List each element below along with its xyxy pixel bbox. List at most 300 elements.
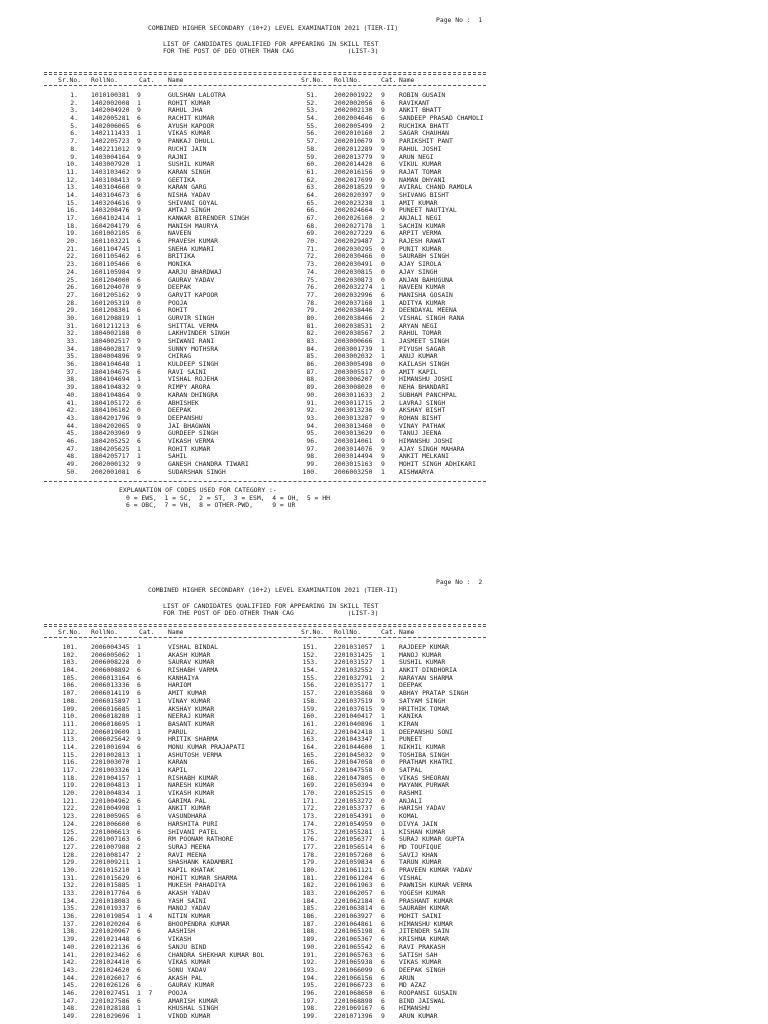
serial-number: 79. <box>306 306 318 315</box>
candidate-name: SUSHIL KUMAR <box>399 658 446 667</box>
candidate-name: MOHIT SAINI <box>399 912 442 921</box>
category-code: 6 <box>137 827 141 836</box>
category-code: 9 <box>137 283 141 292</box>
serial-number: 52. <box>306 98 318 107</box>
roll-number: 1403108413 <box>91 175 130 184</box>
legend-line-2: 6 = OBC, 7 = VH, 8 = OTHER-PWD, 9 = UR <box>126 501 296 509</box>
roll-number: 1804205717 <box>91 452 130 461</box>
candidate-name: AKSHAY KUMAR <box>168 704 215 713</box>
roll-number: 1402006065 <box>91 121 130 130</box>
category-code: 1 <box>137 98 141 107</box>
candidate-name: KOMAL <box>399 812 419 821</box>
candidate-name: ASHUTOSH VERMA <box>168 750 222 759</box>
category-code: 1 <box>137 313 141 322</box>
roll-number: 2201020967 <box>91 927 130 936</box>
roll-number: 2201042418 <box>334 727 373 736</box>
category-code: 6 <box>381 835 385 844</box>
category-code: 9 <box>381 183 385 192</box>
category-code: 1 <box>137 214 141 222</box>
serial-number: 142. <box>62 958 78 967</box>
serial-number: 85. <box>306 352 318 361</box>
candidate-name: CHIRAG <box>168 352 192 361</box>
category-code: 0 <box>381 758 385 767</box>
roll-number: 1804104832 <box>91 383 130 392</box>
category-code: 1 <box>381 658 385 667</box>
candidate-name: VISHAL SINGH RANA <box>399 313 465 322</box>
category-code: 1 <box>381 681 385 690</box>
roll-number: 2201052515 <box>334 789 373 798</box>
roll-number: 2002029487 <box>334 237 373 246</box>
roll-number: 2201003326 <box>91 766 130 774</box>
category-code: 9 <box>381 137 385 146</box>
serial-number: 21. <box>66 244 78 253</box>
roll-number: 1403204616 <box>91 198 130 207</box>
serial-number: 112. <box>62 727 78 736</box>
candidate-name: SONU YADAV <box>168 965 207 974</box>
serial-number: 72. <box>306 252 318 261</box>
candidate-name: KAPIL <box>168 766 188 774</box>
category-code: 0 <box>381 267 385 276</box>
serial-number: 187. <box>302 919 318 928</box>
category-code: 6 <box>137 121 141 130</box>
candidate-name: AMIT KUMAR <box>168 689 207 698</box>
category-code: 9 <box>381 1012 385 1020</box>
candidate-name: GANESH CHANDRA TIWARI <box>168 460 249 468</box>
candidate-name: KAILASH SINGH <box>399 360 450 369</box>
category-code: 9 <box>137 144 141 153</box>
category-code: 6 <box>381 160 385 169</box>
roll-number: 2201063814 <box>334 904 373 913</box>
candidate-name: DEEPAK <box>399 681 423 690</box>
category-code: 6 <box>137 896 141 905</box>
candidate-name: NARESH KUMAR <box>168 781 215 790</box>
serial-number: 16. <box>66 206 78 215</box>
divider <box>44 637 486 638</box>
candidate-name: SURAJ MEENA <box>168 842 211 851</box>
roll-number: 2201069167 <box>334 1004 373 1013</box>
candidate-name: KARAN GARG <box>168 183 207 192</box>
roll-number: 2006019609 <box>91 727 130 736</box>
candidate-name: VINOD KUMAR <box>168 1012 211 1020</box>
serial-number: 172. <box>302 804 318 813</box>
roll-number: 2201062057 <box>334 889 373 897</box>
roll-number: 2201061121 <box>334 865 373 874</box>
roll-number: 1402004920 <box>91 106 130 115</box>
category-code: 9 <box>137 267 141 276</box>
serial-number: 93. <box>306 413 318 422</box>
candidate-name: MONIKA <box>168 260 192 269</box>
category-code: 6 <box>381 958 385 967</box>
roll-number: 1601211213 <box>91 321 130 330</box>
roll-number: 2006016685 <box>91 704 130 713</box>
roll-number: 2002004646 <box>334 114 373 123</box>
serial-number: 166. <box>302 758 318 767</box>
serial-number: 190. <box>302 942 318 951</box>
roll-number: 2003013236 <box>334 406 373 415</box>
category-code: 0 <box>137 406 141 415</box>
roll-number: 2201044600 <box>334 742 373 751</box>
serial-number: 60. <box>306 160 318 169</box>
roll-number: 2002038446 <box>334 306 373 315</box>
serial-number: 162. <box>302 727 318 736</box>
category-code: 6 <box>381 950 385 959</box>
roll-number: 1604102414 <box>91 214 130 222</box>
category-code: 9 <box>381 696 385 705</box>
serial-number: 3. <box>70 106 78 115</box>
serial-number: 155. <box>302 673 318 682</box>
category-code: 9 <box>137 390 141 399</box>
serial-number: 159. <box>302 704 318 713</box>
category-code: 1 <box>137 452 141 461</box>
serial-number: 177. <box>302 842 318 851</box>
roll-number: 1010100381 <box>91 91 130 99</box>
roll-number: 1403103462 <box>91 167 130 176</box>
roll-number: 2201023462 <box>91 950 130 959</box>
roll-number: 2002024664 <box>334 206 373 215</box>
category-code: 9 <box>381 436 385 445</box>
candidate-name: AKASH YADAV <box>168 889 211 897</box>
candidate-name: KANIKA <box>399 712 423 721</box>
candidate-name: GULSHAN LALOTRA <box>168 91 226 99</box>
candidate-name: VISHAL ROJEHA <box>168 375 219 384</box>
category-code: 1 <box>381 712 385 721</box>
category-code: 9 <box>137 183 141 192</box>
roll-number: 2201061204 <box>334 873 373 882</box>
roll-number: 2201059834 <box>334 858 373 867</box>
serial-number: 18. <box>66 221 78 230</box>
serial-number: 14. <box>66 190 78 199</box>
candidate-name: ARUN NEGI <box>399 152 434 161</box>
candidate-name: AVIRAL CHAND RAMOLA <box>399 183 473 192</box>
serial-number: 148. <box>62 1004 78 1013</box>
roll-number: 2201028188 <box>91 1004 130 1013</box>
roll-number: 2002010679 <box>334 137 373 146</box>
roll-number: 2201032552 <box>334 666 373 675</box>
candidate-name: TARUN KUMAR <box>399 858 442 867</box>
category-code: 2 <box>381 129 385 138</box>
serial-number: 120. <box>62 789 78 798</box>
serial-number: 189. <box>302 935 318 944</box>
serial-number: 35. <box>66 352 78 361</box>
category-code: 9 <box>137 344 141 353</box>
serial-number: 87. <box>306 367 318 376</box>
serial-number: 8. <box>70 144 78 153</box>
roll-number: 2201055281 <box>334 827 373 836</box>
category-code: 9 <box>381 460 385 468</box>
roll-number: 2003002032 <box>334 352 373 361</box>
category-code: 1 <box>137 1012 141 1020</box>
candidate-name: NEHA BHANDARI <box>399 383 450 392</box>
serial-number: 186. <box>302 912 318 921</box>
roll-number: 1804104648 <box>91 360 130 369</box>
candidate-name: SANDEEP PRASAD CHAMOLI <box>399 114 484 123</box>
roll-number: 2002005499 <box>334 121 373 130</box>
serial-number: 181. <box>302 873 318 882</box>
roll-number: 2201006613 <box>91 827 130 836</box>
category-code: 6 <box>381 873 385 882</box>
roll-number: 2002030466 <box>334 252 373 261</box>
roll-number: 2006005062 <box>91 650 130 659</box>
column-header-srno: Sr.No. <box>58 76 82 84</box>
roll-number: 1804104694 <box>91 375 130 384</box>
page-number: Page No : 1 <box>436 16 483 24</box>
candidate-name: RUCHIKA BHATT <box>399 121 450 130</box>
roll-number: 2201065542 <box>334 942 373 951</box>
roll-number: 2201054959 <box>334 819 373 828</box>
serial-number: 143. <box>62 965 78 974</box>
serial-number: 80. <box>306 313 318 322</box>
column-header-srno: Sr.No. <box>301 628 325 636</box>
serial-number: 99. <box>306 460 318 468</box>
category-code: 0 <box>381 819 385 828</box>
serial-number: 41. <box>66 398 78 407</box>
serial-number: 121. <box>62 796 78 805</box>
serial-number: 76. <box>306 283 318 292</box>
category-code: 0 <box>381 421 385 430</box>
roll-number: 2003014076 <box>334 444 373 453</box>
category-code: 0 <box>137 658 141 667</box>
candidate-name: BRITIKA <box>168 252 195 261</box>
candidate-name: JASMEET SINGH <box>399 337 450 345</box>
roll-number: 2003013629 <box>334 429 373 438</box>
category-code: 1 <box>381 467 385 476</box>
candidate-name: JAI BHAGWAN <box>168 421 211 430</box>
category-code: 1 <box>137 750 141 759</box>
roll-number: 1601205319 <box>91 298 130 307</box>
roll-number: 2002030873 <box>334 275 373 284</box>
category-code: 6 <box>137 889 141 897</box>
category-code: 6 <box>137 819 141 828</box>
candidate-name: MANISH MAURYA <box>168 221 219 230</box>
roll-number: 2006025642 <box>91 735 130 744</box>
category-code: 1 <box>381 827 385 836</box>
category-code: 9 <box>381 206 385 215</box>
serial-number: 51. <box>306 91 318 99</box>
serial-number: 48. <box>66 452 78 461</box>
roll-number: 1402111433 <box>91 129 130 138</box>
serial-number: 88. <box>306 375 318 384</box>
serial-number: 58. <box>306 144 318 153</box>
candidate-name: HARIOM <box>168 681 192 690</box>
category-code: 2 <box>381 214 385 222</box>
candidate-name: RAVI MEENA <box>168 850 207 859</box>
candidate-name: ROHIT KUMAR <box>168 98 211 107</box>
candidate-name: RAHUL TOMAR <box>399 329 442 338</box>
candidate-name: SAURABH KUMAR <box>399 904 450 913</box>
category-code: 6 <box>137 114 141 123</box>
category-code: 1 <box>381 643 385 651</box>
candidate-name: KAPIL KHATAK <box>168 865 215 874</box>
category-code: 6 <box>137 927 141 936</box>
category-code: 6 <box>137 367 141 376</box>
serial-number: 196. <box>302 988 318 997</box>
roll-number: 1402005281 <box>91 114 130 123</box>
divider <box>44 74 486 75</box>
serial-number: 157. <box>302 689 318 698</box>
roll-number: 2006013164 <box>91 673 130 682</box>
candidate-name: SAURABH SINGH <box>399 252 450 261</box>
serial-number: 17. <box>66 214 78 222</box>
serial-number: 185. <box>302 904 318 913</box>
candidate-name: HIMANSHU JOSHI <box>399 436 453 445</box>
roll-number: 1403104673 <box>91 190 130 199</box>
serial-number: 165. <box>302 750 318 759</box>
roll-number: 2002032274 <box>334 283 373 292</box>
category-code: 2 <box>381 673 385 682</box>
category-code: 9 <box>137 421 141 430</box>
category-code: 6 <box>381 1004 385 1013</box>
candidate-name: RISHABH KUMAR <box>168 773 219 782</box>
category-code: 6 <box>381 896 385 905</box>
legend-title: EXPLANATION OF CODES USED FOR CATEGORY :- <box>119 486 277 494</box>
serial-number: 117. <box>62 766 78 774</box>
candidate-name: HARISH YADAV <box>399 804 446 813</box>
candidate-name: ANJALI <box>399 796 423 805</box>
candidate-name: VISHAL BINDAL <box>168 643 219 651</box>
candidate-name: RAJNI <box>168 152 188 161</box>
candidate-name: NAVEEN <box>168 229 192 238</box>
serial-number: 100. <box>302 467 318 476</box>
serial-number: 1. <box>70 91 78 99</box>
serial-number: 66. <box>306 206 318 215</box>
serial-number: 137. <box>62 919 78 928</box>
category-code: 9 <box>381 175 385 184</box>
roll-number: 2201019337 <box>91 904 130 913</box>
serial-number: 198. <box>302 1004 318 1013</box>
candidate-name: KARAN DHINGRA <box>168 390 219 399</box>
serial-number: 184. <box>302 896 318 905</box>
candidate-name: AMTAJ SINGH <box>168 206 211 215</box>
candidate-name: AISHWARYA <box>399 467 434 476</box>
category-code: 1 <box>381 298 385 307</box>
roll-number: 2003005498 <box>334 360 373 369</box>
list-post-title: FOR THE POST OF DEO OTHER THAN CAG (LIST-3) <box>163 47 379 55</box>
serial-number: 62. <box>306 175 318 184</box>
candidate-name: SUSHIL KUMAR <box>168 160 215 169</box>
candidate-name: ANUJ KUMAR <box>399 352 438 361</box>
candidate-name: ROHIT KUMAR <box>168 444 211 453</box>
category-code: 9 <box>137 175 141 184</box>
candidate-name: VIKAS SHEORAN <box>399 773 450 782</box>
serial-number: 43. <box>66 413 78 422</box>
candidate-name: SHASHANK KADAMBRI <box>168 858 234 867</box>
category-code: 1 <box>381 283 385 292</box>
roll-number: 2201066099 <box>334 965 373 974</box>
serial-number: 98. <box>306 452 318 461</box>
roll-number: 2201009211 <box>91 858 130 867</box>
category-code: 2 <box>381 390 385 399</box>
candidate-name: SAHIL <box>168 452 188 461</box>
serial-number: 114. <box>62 742 78 751</box>
category-code: 0 <box>381 796 385 805</box>
category-code: 0 <box>381 244 385 253</box>
serial-number: 107. <box>62 689 78 698</box>
candidate-name: NITIN KUMAR <box>168 912 211 921</box>
category-code: 6 <box>381 927 385 936</box>
roll-number: 1604204179 <box>91 221 130 230</box>
category-code: 0 <box>137 298 141 307</box>
roll-number: 2002001922 <box>334 91 373 99</box>
category-code: 0 <box>381 367 385 376</box>
serial-number: 71. <box>306 244 318 253</box>
category-code: 9 <box>137 290 141 299</box>
roll-number: 2201015629 <box>91 873 130 882</box>
roll-number: 2002037168 <box>334 298 373 307</box>
category-code: 9 <box>137 137 141 146</box>
roll-number: 2002000132 <box>91 460 130 468</box>
serial-number: 65. <box>306 198 318 207</box>
roll-number: 2201040896 <box>334 719 373 728</box>
category-code: 6 <box>381 842 385 851</box>
roll-number: 1601204070 <box>91 283 130 292</box>
candidate-name: MANOJ KUMAR <box>399 650 442 659</box>
serial-number: 86. <box>306 360 318 369</box>
roll-number: 2002030815 <box>334 267 373 276</box>
serial-number: 131. <box>62 873 78 882</box>
category-code: 0 <box>381 429 385 438</box>
serial-number: 126. <box>62 835 78 844</box>
candidate-name: RAVIKANT <box>399 98 430 107</box>
category-code: 6 <box>137 681 141 690</box>
roll-number: 2006008892 <box>91 666 130 675</box>
category-code: 9 <box>381 167 385 176</box>
roll-number: 2201008147 <box>91 850 130 859</box>
category-code: 6 <box>137 835 141 844</box>
serial-number: 49. <box>66 460 78 468</box>
candidate-name: ANKIT BHATT <box>399 106 442 115</box>
roll-number: 2201065938 <box>334 958 373 967</box>
list-title: LIST OF CANDIDATES QUALIFIED FOR APPEARING IN SKILL TEST <box>163 602 379 610</box>
category-code: 6 <box>137 973 141 982</box>
category-code: 1 <box>137 865 141 874</box>
category-code: 6 <box>381 114 385 123</box>
serial-number: 173. <box>302 812 318 821</box>
candidate-name: POOJA <box>168 988 188 997</box>
serial-number: 194. <box>302 973 318 982</box>
serial-number: 146. <box>62 988 78 997</box>
serial-number: 27. <box>66 290 78 299</box>
category-code: 1 7 <box>137 988 153 997</box>
candidate-name: AYUSH KAPOOR <box>168 121 215 130</box>
category-code: 1 <box>137 789 141 798</box>
candidate-name: PIYUSH SAGAR <box>399 344 446 353</box>
candidate-name: CHANDRA SHEKHAR KUMAR BOL <box>168 950 265 959</box>
category-code: 6 <box>381 98 385 107</box>
category-code: 1 <box>137 244 141 253</box>
candidate-name: VIKASH VERMA <box>168 436 215 445</box>
candidate-name: PUNEET NAUTIYAL <box>399 206 457 215</box>
category-code: 6 <box>137 673 141 682</box>
roll-number: 2003013460 <box>334 421 373 430</box>
serial-number: 53. <box>306 106 318 115</box>
roll-number: 2201029696 <box>91 1012 130 1020</box>
roll-number: 2006014119 <box>91 689 130 698</box>
category-code: 1 <box>137 712 141 721</box>
serial-number: 109. <box>62 704 78 713</box>
category-code: 1 <box>137 444 141 453</box>
category-code: 0 <box>381 781 385 790</box>
serial-number: 171. <box>302 796 318 805</box>
roll-number: 2002016156 <box>334 167 373 176</box>
serial-number: 152. <box>302 650 318 659</box>
serial-number: 67. <box>306 214 318 222</box>
category-code: 1 <box>381 719 385 728</box>
candidate-name: MUKESH PAHADIYA <box>168 881 226 890</box>
roll-number: 1601103221 <box>91 237 130 246</box>
candidate-name: VISHAL <box>399 873 423 882</box>
roll-number: 2002030491 <box>334 260 373 269</box>
column-header-cat: Cat. <box>381 76 397 84</box>
